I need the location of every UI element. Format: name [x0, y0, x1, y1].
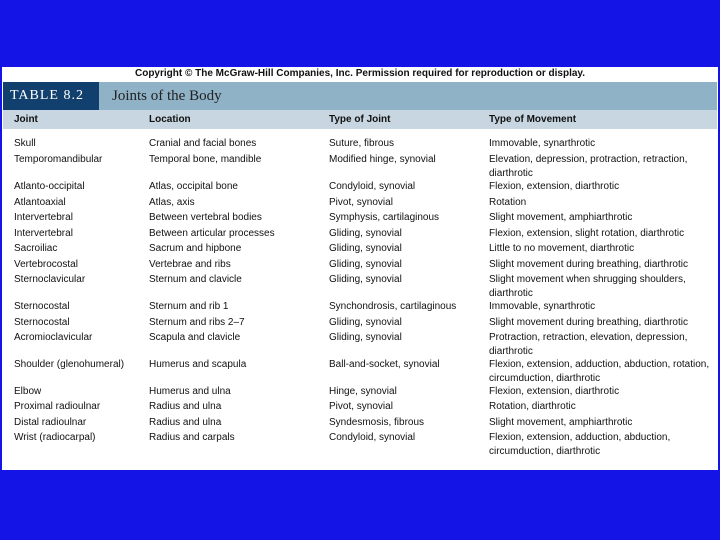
- cell-joint: Atlanto-occipital: [14, 181, 85, 192]
- cell-location: Temporal bone, mandible: [149, 154, 262, 165]
- cell-movement: Rotation: [489, 197, 527, 208]
- cell-location: Between articular processes: [149, 228, 275, 239]
- cell-joint: Sternoclavicular: [14, 274, 86, 285]
- cell-movement: Immovable, synarthrotic: [489, 138, 596, 149]
- column-header-type-of-joint: Type of Joint: [329, 114, 391, 125]
- cell-movement: Slight movement during breathing, diarthrotic: [489, 317, 688, 328]
- cell-joint-type: Synchondrosis, cartilaginous: [329, 301, 457, 312]
- cell-joint: Shoulder (glenohumeral): [14, 359, 125, 370]
- cell-location: Sacrum and hipbone: [149, 243, 242, 254]
- cell-joint: Skull: [14, 138, 36, 149]
- cell-joint-type: Gliding, synovial: [329, 317, 402, 328]
- cell-location: Cranial and facial bones: [149, 138, 257, 149]
- cell-joint: Sacroiliac: [14, 243, 58, 254]
- cell-movement: Slight movement during breathing, diarthrotic: [489, 259, 688, 270]
- cell-joint-type: Gliding, synovial: [329, 332, 402, 343]
- cell-location: Between vertebral bodies: [149, 212, 262, 223]
- table-title-bar: [3, 82, 717, 110]
- table-number-label: TABLE 8.2: [3, 82, 99, 110]
- cell-joint: Atlantoaxial: [14, 197, 66, 208]
- table-title: Joints of the Body: [112, 88, 222, 104]
- cell-joint-type: Hinge, synovial: [329, 386, 397, 397]
- cell-location: Sternum and clavicle: [149, 274, 242, 285]
- cell-location: Scapula and clavicle: [149, 332, 241, 343]
- cell-location: Sternum and ribs 2–7: [149, 317, 245, 328]
- cell-joint: Sternocostal: [14, 317, 70, 328]
- copyright-notice: Copyright © The McGraw-Hill Companies, Inc. Permission required for reproduction or display.: [134, 68, 586, 79]
- cell-joint: Acromioclavicular: [14, 332, 93, 343]
- cell-location: Humerus and scapula: [149, 359, 247, 370]
- cell-joint-type: Ball-and-socket, synovial: [329, 359, 440, 370]
- cell-joint-type: Symphysis, cartilaginous: [329, 212, 440, 223]
- cell-joint: Vertebrocostal: [14, 259, 78, 270]
- cell-movement: Flexion, extension, diarthrotic: [489, 386, 620, 397]
- cell-joint: Elbow: [14, 386, 42, 397]
- cell-joint: Wrist (radiocarpal): [14, 432, 96, 443]
- cell-location: Atlas, axis: [149, 197, 195, 208]
- cell-joint: Proximal radioulnar: [14, 401, 101, 412]
- cell-joint: Sternocostal: [14, 301, 70, 312]
- cell-location: Sternum and rib 1: [149, 301, 229, 312]
- cell-movement: Protraction, retraction, elevation, depression, diarthrotic: [489, 332, 688, 357]
- cell-movement: Elevation, depression, protraction, retraction, diarthrotic: [489, 154, 688, 179]
- cell-joint-type: Syndesmosis, fibrous: [329, 417, 425, 428]
- cell-joint-type: Gliding, synovial: [329, 228, 402, 239]
- cell-joint-type: Gliding, synovial: [329, 243, 402, 254]
- cell-movement: Slight movement, amphiarthrotic: [489, 212, 633, 223]
- cell-joint-type: Pivot, synovial: [329, 401, 393, 412]
- cell-joint-type: Gliding, synovial: [329, 274, 402, 285]
- cell-joint: Intervertebral: [14, 228, 73, 239]
- column-header-location: Location: [149, 114, 191, 125]
- cell-movement: Flexion, extension, slight rotation, diarthrotic: [489, 228, 685, 239]
- cell-joint: Distal radioulnar: [14, 417, 87, 428]
- cell-joint-type: Pivot, synovial: [329, 197, 393, 208]
- cell-joint-type: Gliding, synovial: [329, 259, 402, 270]
- slide-page: [2, 67, 718, 470]
- cell-joint: Temporomandibular: [14, 154, 103, 165]
- column-header-type-of-movement: Type of Movement: [489, 114, 577, 125]
- cell-location: Radius and carpals: [149, 432, 235, 443]
- table-header-row: [3, 110, 717, 129]
- cell-location: Atlas, occipital bone: [149, 181, 238, 192]
- cell-movement: Rotation, diarthrotic: [489, 401, 576, 412]
- cell-movement: Slight movement when shrugging shoulders, diarthrotic: [489, 274, 686, 299]
- cell-movement: Slight movement, amphiarthrotic: [489, 417, 633, 428]
- cell-location: Radius and ulna: [149, 401, 222, 412]
- cell-joint-type: Condyloid, synovial: [329, 181, 416, 192]
- column-header-joint: Joint: [14, 114, 38, 125]
- cell-movement: Flexion, extension, adduction, abduction, circumduction, diarthrotic: [489, 432, 671, 457]
- cell-joint-type: Suture, fibrous: [329, 138, 395, 149]
- cell-movement: Flexion, extension, adduction, abduction, rotation, circumduction, diarthrotic: [489, 359, 710, 384]
- cell-location: Radius and ulna: [149, 417, 222, 428]
- cell-location: Vertebrae and ribs: [149, 259, 231, 270]
- cell-location: Humerus and ulna: [149, 386, 231, 397]
- cell-joint: Intervertebral: [14, 212, 73, 223]
- cell-movement: Flexion, extension, diarthrotic: [489, 181, 620, 192]
- cell-movement: Immovable, synarthrotic: [489, 301, 596, 312]
- cell-joint-type: Modified hinge, synovial: [329, 154, 436, 165]
- cell-joint-type: Condyloid, synovial: [329, 432, 416, 443]
- cell-movement: Little to no movement, diarthrotic: [489, 243, 635, 254]
